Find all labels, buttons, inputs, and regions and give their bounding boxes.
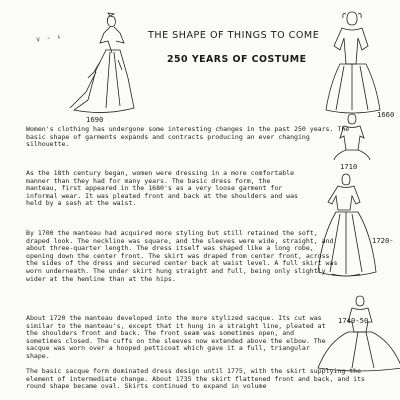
costume-figure-1690: [66, 12, 156, 112]
figure-label-1740-50: 1740-50: [338, 316, 369, 325]
costume-figure-1660: [322, 6, 384, 116]
costume-illustration: [66, 12, 156, 112]
document-title: THE SHAPE OF THINGS TO COME: [148, 30, 320, 41]
paragraph-1700: By 1700 the manteau had acquired more styling but still retained the soft, draped look. The neckline was square, and the sleeves were wide, straight, and about three-quarter length. The dress itself was shaped like a long robe, opening down the center front. The skirt was draped from center front, across the sides of the dress and secured center back at waist level. A full skirt was worn underneath. The under skirt hung straight and full, being only slightly wider at the hemline than at the hips.: [26, 229, 338, 283]
document-subtitle: 250 YEARS OF COSTUME: [167, 54, 307, 65]
paragraph-manteau: As the 18th century began, women were dressing in a more comfortable manner than they had for many years. The basic dress form, the manteau, first appeared in the 1680's as a very loose garment for informal wear. It was pleated front and back at the shoulders and was held by a sash at the waist.: [26, 169, 298, 208]
corner-mark: ∨ - ↓: [35, 32, 63, 44]
figure-label-1690: 1690: [86, 115, 104, 124]
paragraph-intro: Women's clothing has undergone some interesting changes in the past 250 years. The basic shape of garments expands and contracts producing an ever changing silhouette.: [26, 125, 350, 149]
figure-label-1710: 1710: [340, 162, 358, 171]
costume-illustration: [322, 6, 384, 116]
paragraph-sacque: About 1720 the manteau developed into the more stylized sacque. Its cut was similar to the manteau's, except that it hung in a straight line, pleated at the shoulders front and back. The front seam was sometimes open, and sometimes closed. The cuffs on the sleeves now extended above the elbow. The sacque was worn over a hooped petticoat which gave it a full, triangular shape.: [26, 314, 326, 360]
figure-label-1660: 1660: [377, 110, 395, 119]
paragraph-skirt: The basic sacque form dominated dress design until 1775, with the skirt supplying the element of intermediate change. About 1735 the skirt flattened front and back, and its round shape became oval. Skirts continued to expand in volume: [26, 367, 365, 391]
figure-label-1720: 1720-: [372, 236, 394, 245]
